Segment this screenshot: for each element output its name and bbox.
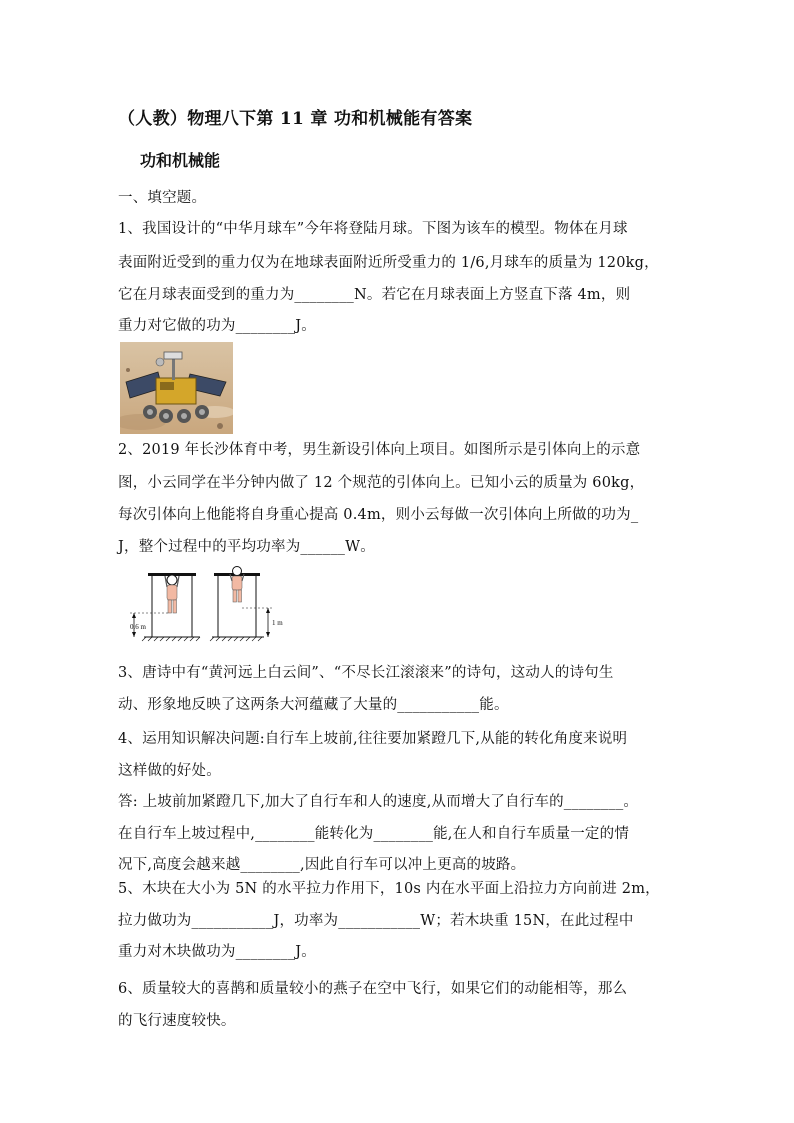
- q1-line-2: 表面附近受到的重力仅为在地球表面附近所受重力的 1/6,月球车的质量为 120kg，: [118, 255, 659, 271]
- pull-up-diagram: [118, 563, 298, 643]
- q4-line-1: 4、运用知识解决问题:自行车上坡前,往往要加紧蹬几下,从能的转化角度来说明: [118, 731, 628, 747]
- q4-answer-line-2: 在自行车上坡过程中,________能转化为________能,在人和自行车质量一定的情: [118, 826, 630, 842]
- q6-line-2: 的飞行速度较快。: [118, 1013, 236, 1029]
- q1-line-3: 它在月球表面受到的重力为________N。若它在月球表面上方竖直下落 4m，则: [118, 287, 631, 303]
- q2-line-4: J，整个过程中的平均功率为______W。: [118, 539, 375, 555]
- q2-line-2: 图，小云同学在半分钟内做了 12 个规范的引体向上。已知小云的质量为 60kg，: [118, 475, 645, 491]
- q5-line-2: 拉力做功为___________J，功率为___________W；若木块重 15N，在此过程中: [118, 913, 634, 929]
- q4-answer-line-1: 答: 上坡前加紧蹬几下,加大了自行车和人的速度,从而增大了自行车的________。: [118, 794, 639, 810]
- q2-line-1: 2、2019 年长沙体育中考，男生新设引体向上项目。如图所示是引体向上的示意: [118, 442, 641, 458]
- lunar-rover-image: [120, 342, 233, 434]
- q4-line-2: 这样做的好处。: [118, 763, 221, 779]
- label-1m: 1 m: [272, 619, 283, 627]
- q5-line-1: 5、木块在大小为 5N 的水平拉力作用下，10s 内在水平面上沿拉力方向前进 2m，: [118, 881, 660, 897]
- q2-line-3: 每次引体向上他能将自身重心提高 0.4m，则小云每做一次引体向上所做的功为_: [118, 507, 639, 523]
- q1-line-1: 1、我国设计的“中华月球车”今年将登陆月球。下图为该车的模型。物体在月球: [118, 221, 628, 237]
- section-subtitle: 功和机械能: [140, 151, 221, 170]
- q4-answer-line-3: 况下,高度会越来越________,因此自行车可以冲上更高的坡路。: [118, 857, 526, 873]
- q3-line-1: 3、唐诗中有“黄河远上白云间”、“不尽长江滚滚来”的诗句，这动人的诗句生: [118, 665, 614, 681]
- q6-line-1: 6、质量较大的喜鹊和质量较小的燕子在空中飞行，如果它们的动能相等，那么: [118, 981, 628, 997]
- q1-line-4: 重力对它做的功为________J。: [118, 318, 316, 334]
- section-heading: 一、填空题。: [118, 190, 207, 206]
- document-title: （人教）物理八下第 11 章 功和机械能有答案: [118, 109, 473, 129]
- label-0-6m: 0.6 m: [130, 623, 146, 631]
- q5-line-3: 重力对木块做功为________J。: [118, 944, 316, 960]
- q3-line-2: 动、形象地反映了这两条大河蕴藏了大量的___________能。: [118, 697, 509, 713]
